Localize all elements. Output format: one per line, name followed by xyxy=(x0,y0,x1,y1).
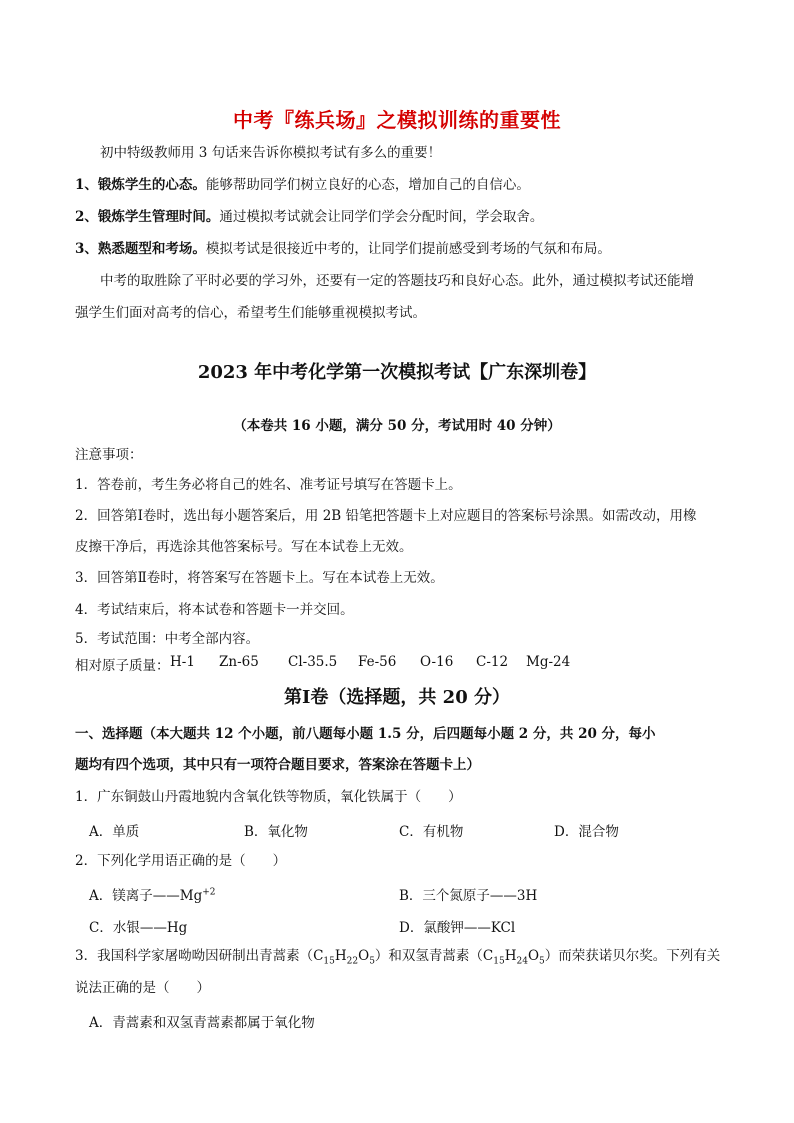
point-head: 2、锻炼学生管理时间。 xyxy=(75,209,220,225)
part-heading-line-2: 题均有四个选项，其中只有一项符合题目要求，答案涂在答题卡上） xyxy=(75,757,480,773)
question-3-option-a: A．青蒿素和双氢青蒿素都属于氧化物 xyxy=(89,1015,315,1031)
stem-text: ）和双氢青蒿素（C xyxy=(374,948,494,964)
point-head: 3、熟悉题型和考场。 xyxy=(75,241,206,257)
point-body: 能够帮助同学们树立良好的心态，增加自己的自信心。 xyxy=(205,177,530,193)
subscript: 15 xyxy=(323,956,335,967)
promo-point-2 xyxy=(75,208,543,226)
atomic-mass: Mg-24 xyxy=(526,654,571,670)
section-title: 第Ⅰ卷（选择题，共 20 分） xyxy=(283,687,510,708)
promo-point-3 xyxy=(75,240,611,258)
question-2-option-c: C．水银——Hg xyxy=(89,920,188,936)
note-5: 5．考试范围：中考全部内容。 xyxy=(75,631,260,647)
question-1-option-a: A．单质 xyxy=(89,824,140,840)
question-1-option-c: C．有机物 xyxy=(399,824,464,840)
point-body: 模拟考试是很接近中考的，让同学们提前感受到考场的气氛和布局。 xyxy=(205,241,611,257)
note-1: 1．答卷前，考生务必将自己的姓名、准考证号填写在答题卡上。 xyxy=(75,477,462,493)
promo-intro: 初中特级教师用 3 句话来告诉你模拟考试有多么的重要！ xyxy=(100,145,442,161)
question-2-stem: 2．下列化学用语正确的是（ ） xyxy=(75,853,287,869)
point-body: 通过模拟考试就会让同学们学会分配时间，学会取舍。 xyxy=(219,209,544,225)
question-3-stem-line-2: 说法正确的是（ ） xyxy=(75,980,210,996)
atomic-mass-label: 相对原子质量： xyxy=(75,658,170,674)
question-2-option-a xyxy=(89,884,216,904)
atomic-mass: Fe-56 xyxy=(358,654,397,670)
promo-point-1 xyxy=(75,176,530,194)
note-4: 4．考试结束后，将本试卷和答题卡一并交回。 xyxy=(75,602,354,618)
question-3-stem xyxy=(75,947,720,971)
atomic-mass: H-1 xyxy=(170,654,195,670)
subscript: 15 xyxy=(493,956,505,967)
stem-text: H xyxy=(334,948,347,964)
question-1-option-d: D．混合物 xyxy=(554,824,619,840)
stem-text: 3．我国科学家屠呦呦因研制出青蒿素（C xyxy=(75,948,324,964)
note-2: 2．回答第Ⅰ卷时，选出每小题答案后，用 2B 铅笔把答题卡上对应题目的答案标号涂黑。如需改动，用橡 xyxy=(75,508,697,524)
stem-text: O xyxy=(527,948,540,964)
exam-title: 2023 年中考化学第一次模拟考试【广东深圳卷】 xyxy=(197,362,597,383)
point-head: 1、锻炼学生的心态。 xyxy=(75,177,206,193)
charge-superscript: +2 xyxy=(202,887,216,898)
question-1-option-b: B．氧化物 xyxy=(244,824,308,840)
atomic-mass: C-12 xyxy=(476,654,509,670)
subscript: 22 xyxy=(346,956,359,967)
note-3: 3．回答第Ⅱ卷时，将答案写在答题卡上。写在本试卷上无效。 xyxy=(75,570,444,586)
option-text: A．镁离子——Mg xyxy=(89,888,203,904)
subscript: 5 xyxy=(369,956,375,967)
part-heading-line-1: 一、选择题（本大题共 12 个小题，前八题每小题 1.5 分，后四题每小题 2 分，共 20 分，每小 xyxy=(75,726,656,742)
atomic-mass: Zn-65 xyxy=(219,654,259,670)
note-2-cont: 皮擦干净后，再选涂其他答案标号。写在本试卷上无效。 xyxy=(75,539,413,555)
question-2-option-b: B．三个氮原子——3H xyxy=(399,888,538,904)
subscript: 5 xyxy=(539,956,545,967)
notes-heading: 注意事项： xyxy=(75,447,143,463)
promo-title: 中考『练兵场』之模拟训练的重要性 xyxy=(233,108,561,132)
stem-text: H xyxy=(504,948,517,964)
atomic-mass: O-16 xyxy=(420,654,454,670)
stem-text: O xyxy=(358,948,370,964)
atomic-mass: Cl-35.5 xyxy=(288,654,338,670)
stem-text: ）而荣获诺贝尔奖。下列有关 xyxy=(544,948,721,964)
subscript: 24 xyxy=(516,956,528,967)
promo-closing-1: 中考的取胜除了平时必要的学习外，还要有一定的答题技巧和良好心态。此外，通过模拟考试还能增 xyxy=(100,273,694,289)
question-1-stem: 1．广东铜鼓山丹霞地貌内含氧化铁等物质，氧化铁属于（ ） xyxy=(75,789,462,805)
exam-subtitle: （本卷共 16 小题，满分 50 分，考试用时 40 分钟） xyxy=(233,418,561,434)
promo-closing-2: 强学生们面对高考的信心，希望考生们能够重视模拟考试。 xyxy=(75,305,426,321)
question-2-option-d: D．氯酸钾——KCl xyxy=(399,920,516,936)
